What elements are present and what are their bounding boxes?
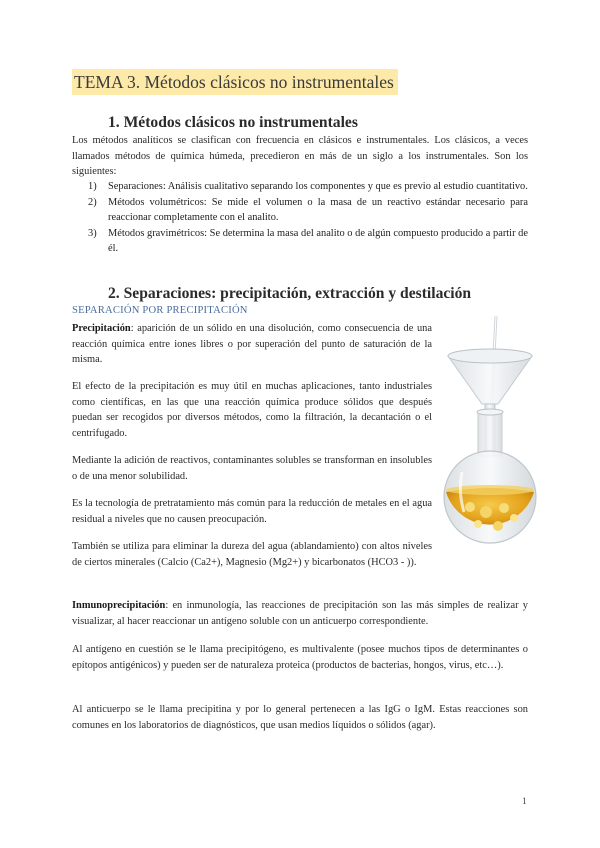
paragraph-reagents: Mediante la adición de reactivos, contaminantes solubles se transforman en insolubles o de una menor solubilidad.: [72, 455, 432, 482]
paragraph-precipitacion: [72, 321, 432, 368]
list-number: 3): [88, 227, 97, 239]
methods-list: [88, 179, 528, 257]
definition-text: : en inmunología, las reacciones de precipitación son las más simples de realizar y visualizar, al hacer reaccionar un antígeno soluble con un anticuerpo correspondiente.: [72, 600, 528, 627]
section-2-heading: 2. Separaciones: precipitación, extracción y destilación: [108, 285, 472, 302]
definition-text: : aparición de un sólido en una disolución, como consecuencia de una reacción química entre iones libres o por superación del punto de saturación de la misma.: [72, 323, 432, 366]
list-item: [88, 179, 528, 195]
term-precipitacion: Precipitación: [72, 323, 131, 334]
list-text: Métodos volumétricos: Se mide el volumen o la masa de un reactivo estándar necesario para reaccionar completamente con el analito.: [108, 196, 528, 224]
paragraph-antibody: Al anticuerpo se le llama precipitina y por lo general pertenecen a las IgG o IgM. Estas reacciones son comunes en los laboratorios de diagnósticos, que usan medios líquidos o sólidos (agar).: [72, 704, 528, 731]
list-number: 1): [88, 181, 97, 192]
subsection-heading: SEPARACIÓN POR PRECIPITACIÓN: [72, 305, 248, 316]
section-1-intro: Los métodos analíticos se clasifican con frecuencia en clásicos e instrumentales. Los clásicos, a veces llamados métodos de química húmeda, precedieron en más de un siglo a los instrumentales. Son los siguientes:: [72, 135, 528, 178]
flask-funnel-illustration: [440, 312, 540, 552]
paragraph-water-hardness: También se utiliza para eliminar la dureza del agua (ablandamiento) con altos niveles de ciertos minerales (Calcio (Ca2+), Magnesio (Mg2+) y bicarbonatos (HCO3 - )).: [72, 541, 432, 568]
paragraph-antigen: Al antígeno en cuestión se le llama precipitógeno, es multivalente (posee muchos tipos de determinantes o epítopos antigénicos) y pueden ser de naturaleza proteica (productos de bacterias, hongos, virus, etc…).: [72, 644, 528, 671]
list-text: Separaciones: Análisis cualitativo separando los componentes y que es previo al estudio cuantitativo.: [108, 181, 528, 192]
paragraph-pretreatment: Es la tecnología de pretratamiento más común para la reducción de metales en el agua residual a niveles que no causen preocupación.: [72, 498, 432, 525]
paragraph-inmunoprecipitacion: [72, 598, 528, 629]
list-item: [88, 226, 528, 257]
page-number: 1: [522, 797, 527, 807]
list-number: 2): [88, 196, 97, 208]
topic-title-highlighted: TEMA 3. Métodos clásicos no instrumentales: [72, 69, 398, 95]
term-inmunoprecipitacion: Inmunoprecipitación: [72, 600, 166, 611]
list-text: Métodos gravimétricos: Se determina la masa del analito o de algún compuesto producido a partir de él.: [108, 227, 528, 255]
paragraph-applications: El efecto de la precipitación es muy útil en muchas aplicaciones, tanto industriales como científicas, en las que una reacción química produce sólidos que después puedan ser recogidos por diversos métodos, como la filtración, la decantación o el centrifugado.: [72, 381, 432, 439]
list-item: [88, 195, 528, 226]
section-1-heading: 1. Métodos clásicos no instrumentales: [108, 114, 358, 131]
